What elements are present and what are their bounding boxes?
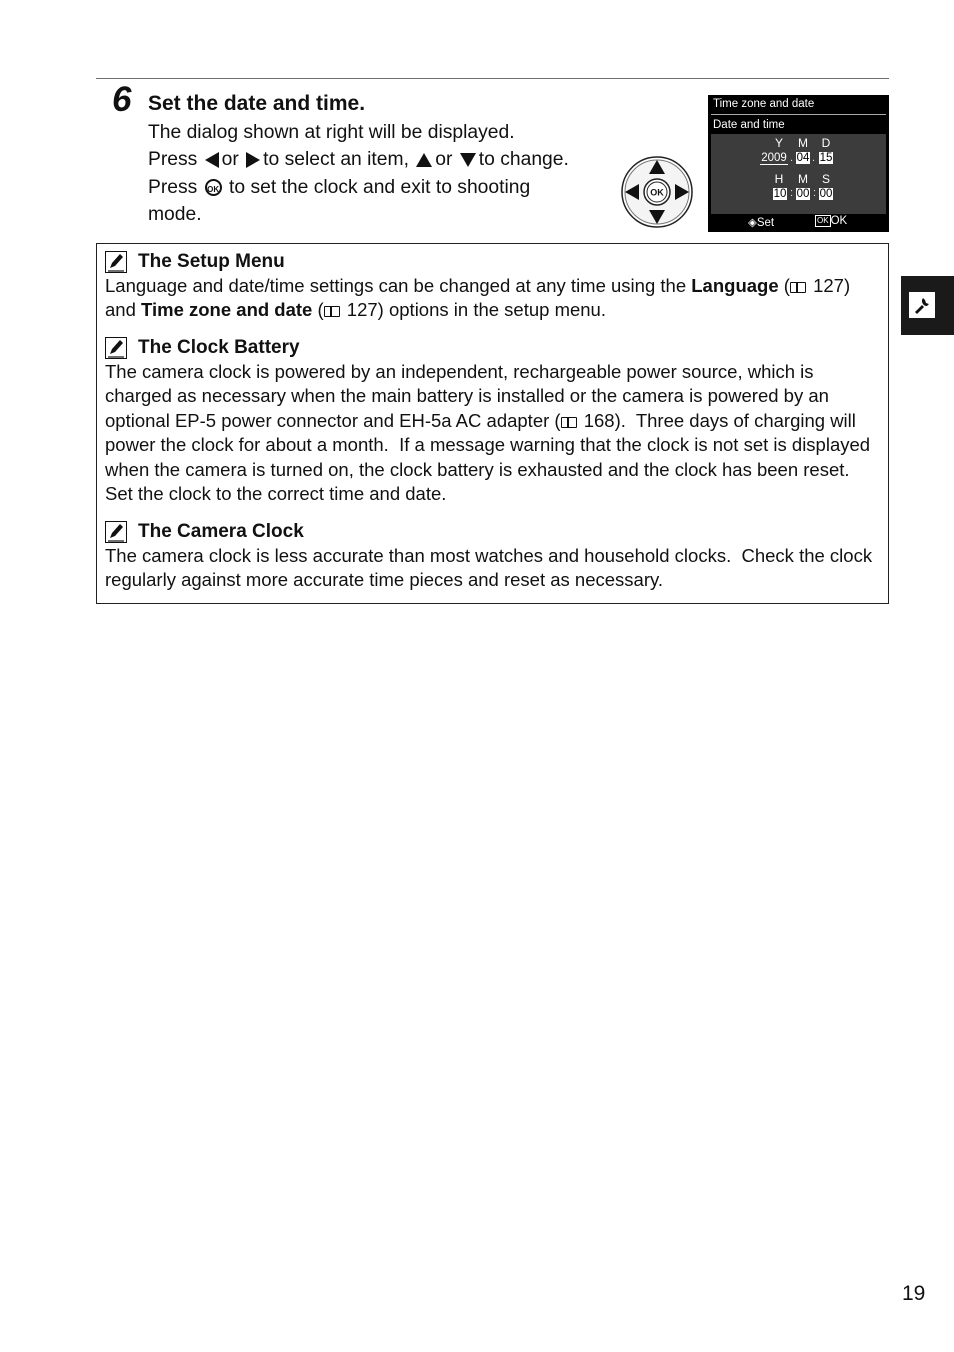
note-heading: The Camera Clock: [138, 521, 304, 542]
up-arrow-icon: [416, 153, 432, 167]
right-arrow-icon: [246, 152, 260, 168]
or-text: or: [435, 149, 453, 171]
pencil-note-icon: [105, 337, 127, 359]
time-separator: :: [790, 187, 794, 199]
note-header: [105, 518, 880, 544]
label-day: D: [821, 136, 831, 150]
minute-value: 00: [796, 188, 810, 200]
note-camera-clock: [105, 518, 880, 593]
set-label: Set: [756, 217, 775, 229]
day-value: 15: [819, 152, 833, 164]
page-reference-icon: [324, 306, 340, 317]
footer-set: [748, 215, 774, 229]
month-value: 04: [796, 152, 810, 164]
left-arrow-icon: [205, 152, 219, 168]
label-second: S: [821, 172, 830, 186]
date-separator: .: [812, 152, 816, 164]
setup-menu-side-tab: [901, 276, 954, 335]
step-title: Set the date and time.: [148, 92, 366, 115]
step-number: 6: [112, 80, 132, 119]
screen-subtitle: Date and time: [713, 119, 785, 131]
label-year: Y: [774, 136, 783, 150]
text-span: (: [312, 299, 324, 321]
text-span: Language and date/time settings can be changed at any time using the: [105, 275, 692, 296]
second-value: 00: [819, 188, 833, 200]
note-setup-menu: [105, 248, 880, 323]
down-arrow-icon: [460, 153, 476, 167]
page-reference-icon: [561, 417, 577, 428]
step-line-3: [148, 174, 618, 201]
set-clock-text: to set the clock and exit to shooting: [229, 176, 531, 198]
date-separator: .: [790, 152, 794, 164]
note-header: [105, 334, 880, 360]
hour-value: 10: [773, 188, 787, 200]
press-text: Press: [148, 176, 198, 198]
label-month: M: [798, 136, 808, 150]
note-clock-battery: [105, 334, 880, 506]
ok-button-icon: OK: [205, 179, 222, 196]
time-separator: :: [813, 187, 817, 199]
ok-label: OK: [650, 187, 664, 198]
wrench-icon: [909, 292, 935, 318]
text-span: (: [778, 275, 790, 296]
ok-footer-label: OK: [830, 215, 848, 227]
text-span: and: [105, 299, 142, 321]
pencil-note-icon: [105, 521, 127, 543]
or-text: or: [221, 149, 239, 171]
label-hour: H: [774, 172, 784, 186]
note-body: [105, 360, 880, 506]
step-line-2: [148, 146, 618, 173]
menu-item-name: Time zone and date: [141, 299, 313, 321]
page-reference[interactable]: 127) options in the setup menu.: [341, 299, 606, 321]
note-body: [105, 274, 880, 323]
select-text: to select an item,: [263, 149, 409, 171]
page-reference-icon: [790, 282, 806, 293]
screen-divider: [711, 114, 886, 115]
text-span: The camera clock is powered by an independent, rechargeable power source, which is charged as necessary when the main battery is installed or the camera is powered by an optional EP-5 power connector and EH-5a AC adapter (: [105, 361, 829, 431]
page-number: 19: [902, 1282, 926, 1305]
multi-selector-icon: [620, 155, 694, 229]
footer-ok: [815, 215, 847, 227]
camera-lcd-screen: [708, 95, 889, 232]
page-reference[interactable]: 168).: [578, 409, 626, 431]
top-rule: [96, 78, 889, 79]
press-text: Press: [148, 149, 198, 171]
page-reference[interactable]: 127): [807, 275, 851, 296]
menu-item-name: Language: [691, 275, 779, 296]
note-header: [105, 248, 880, 274]
pencil-note-icon: [105, 251, 127, 273]
year-value: 2009: [761, 152, 787, 164]
change-text: to change.: [478, 149, 569, 171]
step-line-1: The dialog shown at right will be displayed.: [148, 122, 515, 143]
step-instructions: [148, 119, 618, 228]
note-body: The camera clock is less accurate than most watches and household clocks. Check the clock regularly against more accurate time pieces and reset as necessary.: [105, 545, 878, 591]
date-time-panel: [711, 134, 886, 214]
step-line-4: mode.: [148, 203, 202, 225]
ok-key-icon: OK: [817, 216, 829, 225]
note-heading: The Clock Battery: [138, 337, 300, 358]
note-heading: The Setup Menu: [138, 251, 285, 272]
selector-icon: ◈: [748, 217, 757, 229]
screen-footer: [708, 214, 889, 232]
screen-title: Time zone and date: [713, 98, 815, 110]
label-minute: M: [798, 172, 808, 186]
text-span: Three days of charging will power the clock for about a month. If a message warning that the clock is not set is displayed when the camera is turned on, the clock battery is exhausted and the clock has been reset. Set the clock to the correct time and date.: [105, 409, 876, 505]
